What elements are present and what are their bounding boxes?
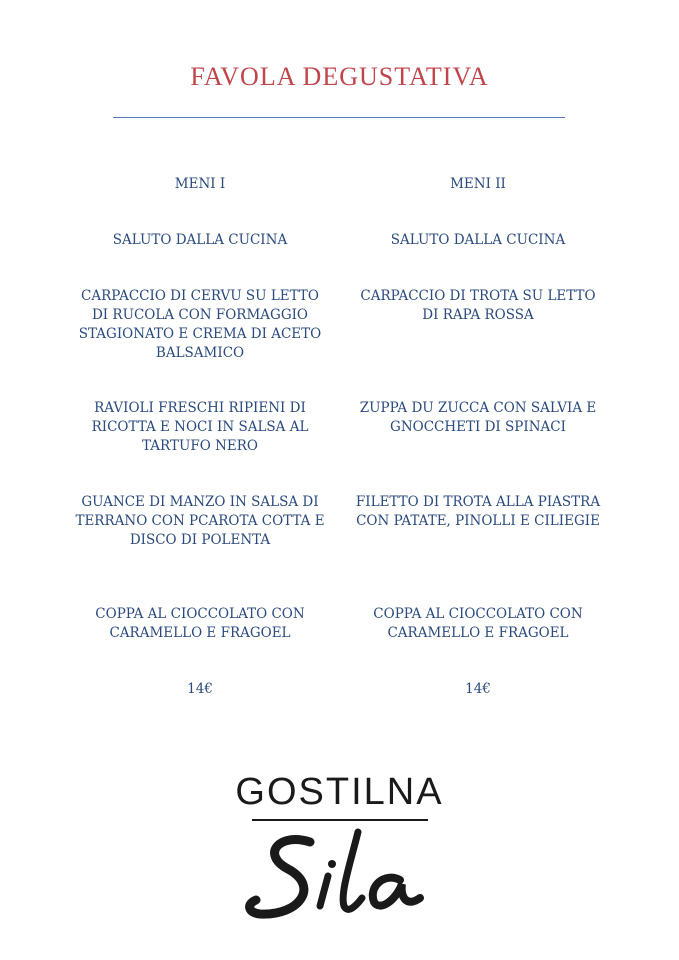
course-item: COPPA AL CIOCCOLATO CON CARAMELLO E FRAGOEL [373,606,583,641]
course-item: CARPACCIO DI CERVU SU LETTO DI RUCOLA CON FORMAGGIO STAGIONATO E CREMA DI ACETO BALSAMICO [78,288,322,361]
logo-wordmark: GOSTILNA [235,771,444,813]
menu-heading: MENI II [450,176,506,192]
menu-title: FAVOLA DEGUSTATIVA [190,62,489,91]
course-item: COPPA AL CIOCCOLATO CON CARAMELLO E FRAGOEL [95,606,305,641]
restaurant-logo [0,770,679,934]
title-divider [113,117,565,118]
course-item: SALUTO DALLA CUCINA [112,232,288,248]
course-item: FILETTO DI TROTA ALLA PIASTRA CON PATATE, PINOLLI E CILIEGIE [355,494,601,529]
course-item: GUANCE DI MANZO IN SALSA DI TERRANO CON PCAROTA COTTA E DISCO DI POLENTA [75,494,325,548]
course-item: ZUPPA DU ZUCCA CON SALVIA E GNOCCHETI DI SPINACI [359,400,597,435]
menu-heading: MENI I [174,176,226,192]
course-item: RAVIOLI FRESCHI RIPIENI DI RICOTTA E NOCI IN SALSA AL TARTUFO NERO [91,400,309,454]
menu-price: 14€ [187,681,213,697]
logo-script-sila [240,814,440,934]
course-item: SALUTO DALLA CUCINA [390,232,566,248]
menu-price: 14€ [465,681,491,697]
course-item: CARPACCIO DI TROTA SU LETTO DI RAPA ROSSA [360,288,596,323]
